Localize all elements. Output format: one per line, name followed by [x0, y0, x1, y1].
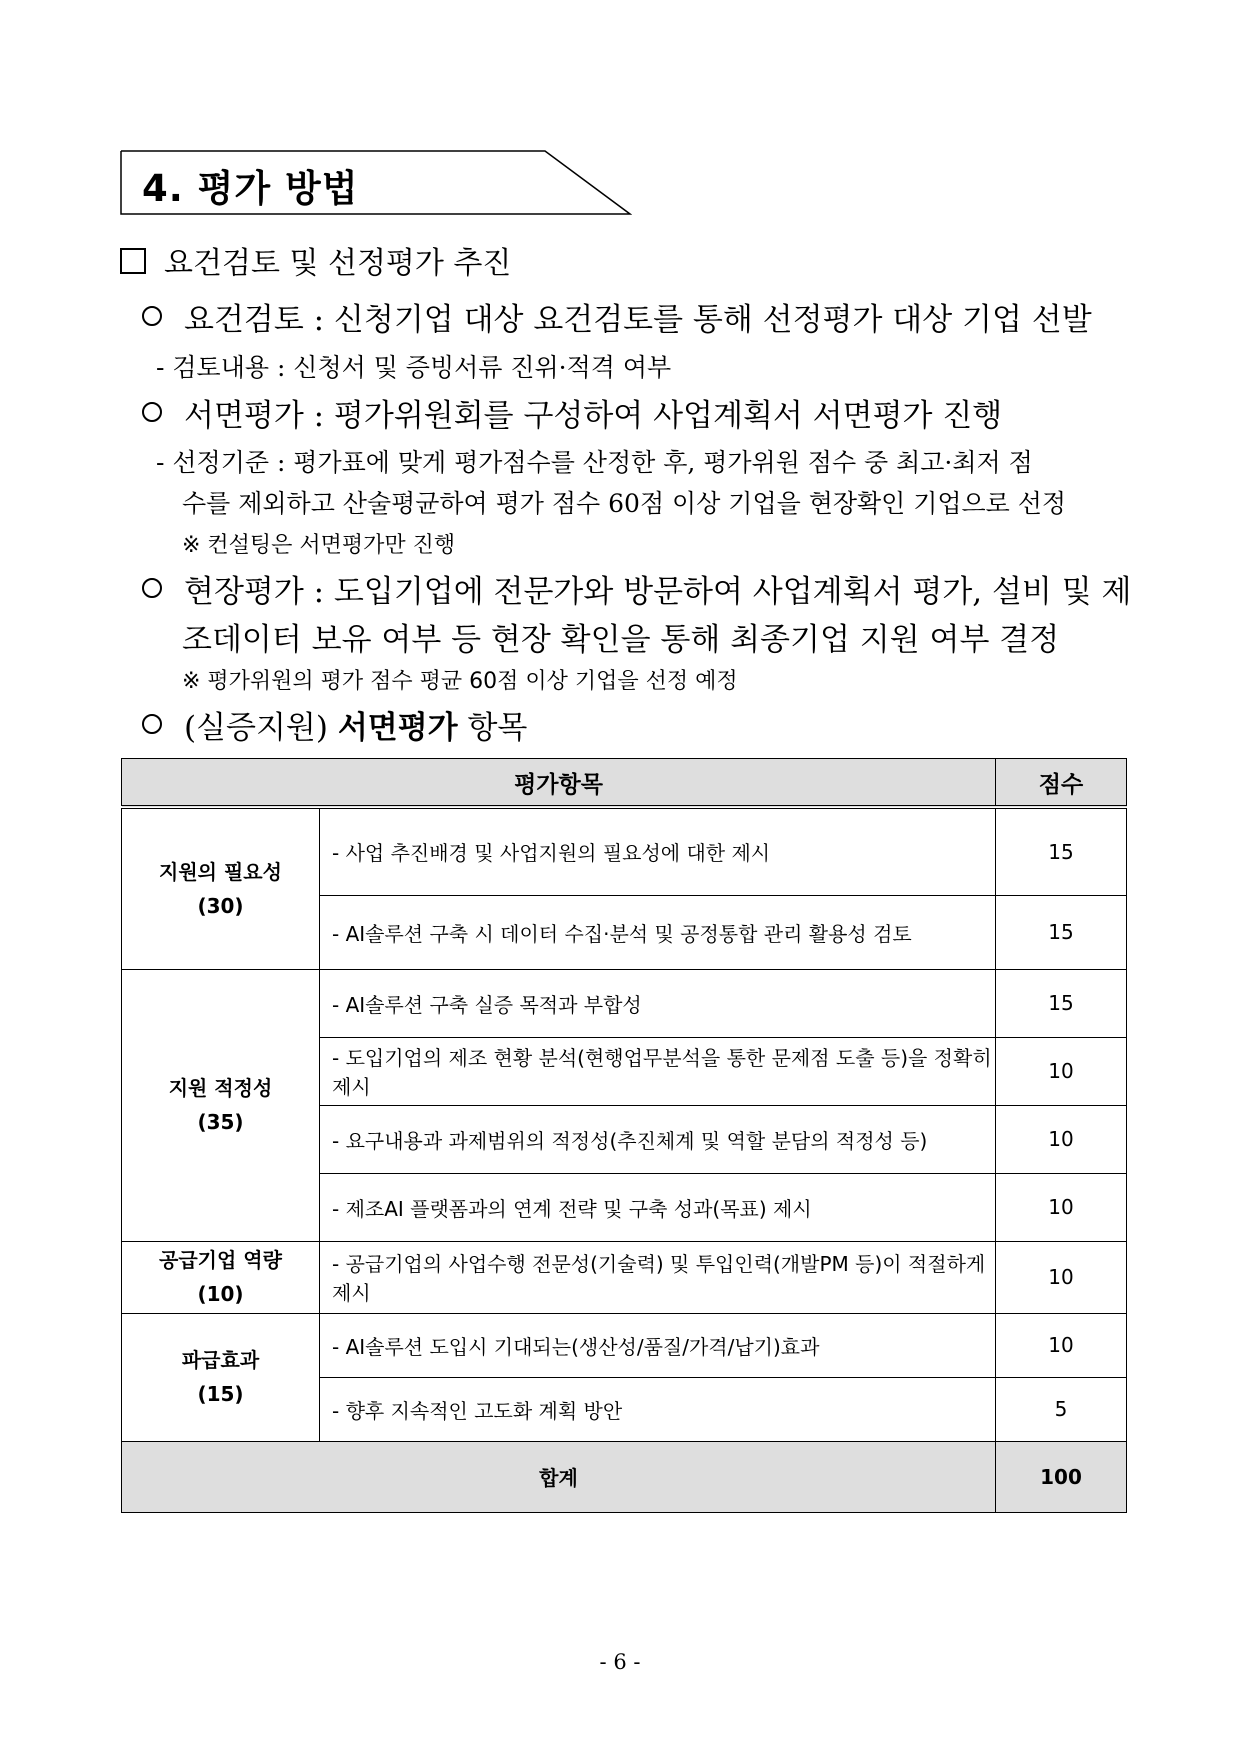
heading	[120, 238, 511, 282]
item-cell: - AI솔루션 구축 시 데이터 수집·분석 및 공정통합 관리 활용성 검토	[320, 895, 996, 969]
item-cell: - 요구내용과 과제범위의 적정성(추진체계 및 역할 분담의 적정성 등)	[320, 1105, 996, 1173]
category-cell	[122, 1241, 320, 1313]
circle-bullet-icon	[142, 714, 162, 734]
bullet-document-eval-text: 서면평가 : 평가위원회를 구성하여 사업계획서 서면평가 진행	[184, 398, 1003, 434]
score-cell: 5	[996, 1377, 1127, 1441]
circle-bullet-icon	[142, 306, 162, 326]
table-header-row	[122, 759, 1127, 808]
category-points: (10)	[197, 1282, 244, 1306]
table-row	[122, 1313, 1127, 1377]
criteria-line-1: - 선정기준 : 평가표에 맞게 평가점수를 산정한 후, 평가위원 점수 중 최고·최저 점	[156, 448, 1033, 477]
item-cell: - 향후 지속적인 고도화 계획 방안	[320, 1377, 996, 1441]
total-row	[122, 1441, 1127, 1512]
bullet-review-text: 요건검토 : 신청기업 대상 요건검토를 통해 선정평가 대상 기업 선발	[184, 302, 1092, 338]
criteria-line-2: 수를 제외하고 산술평균하여 평가 점수 60점 이상 기업을 현장확인 기업으로 선정	[182, 489, 1067, 518]
category-cell	[122, 1313, 320, 1441]
section-title: 4. 평가 방법	[142, 167, 359, 210]
item-cell: - AI솔루션 도입시 기대되는(생산성/품질/가격/납기)효과	[320, 1313, 996, 1377]
circle-bullet-icon	[142, 402, 162, 422]
total-score: 100	[996, 1441, 1127, 1512]
score-cell: 10	[996, 1313, 1127, 1377]
category-points: (30)	[197, 893, 244, 918]
bullet-site-eval-line2: 조데이터 보유 여부 등 현장 확인을 통해 최종기업 지원 여부 결정	[182, 622, 1060, 658]
category-points: (35)	[197, 1110, 244, 1134]
category-points: (15)	[197, 1382, 244, 1406]
score-cell: 10	[996, 1037, 1127, 1105]
heading-text: 요건검토 및 선정평가 추진	[164, 246, 512, 281]
score-cell: 10	[996, 1105, 1127, 1173]
item-cell: - 공급기업의 사업수행 전문성(기술력) 및 투입인력(개발PM 등)이 적절하게 제시	[320, 1241, 996, 1313]
score-cell: 10	[996, 1241, 1127, 1313]
bullet-demo-support	[142, 702, 527, 747]
bullet-demo-bold: 서면평가	[337, 710, 458, 746]
item-cell: - AI솔루션 구축 실증 목적과 부합성	[320, 969, 996, 1037]
category-name: 지원 적정성	[168, 1076, 273, 1100]
category-cell	[122, 807, 320, 969]
score-cell: 15	[996, 969, 1127, 1037]
category-name: 파급효과	[181, 1348, 260, 1372]
item-cell: - 도입기업의 제조 현황 분석(현행업무분석을 통한 문제점 도출 등)을 정확히 제시	[320, 1037, 996, 1105]
category-name: 공급기업 역량	[159, 1248, 282, 1272]
bullet-demo-prefix: (실증지원)	[184, 710, 338, 746]
section-title-box	[120, 150, 632, 216]
table-row	[122, 807, 1127, 895]
square-bullet-icon	[120, 248, 146, 274]
score-cell: 10	[996, 1173, 1127, 1241]
item-cell: - 제조AI 플랫폼과의 연계 전략 및 구축 성과(목표) 제시	[320, 1173, 996, 1241]
circle-bullet-icon	[142, 578, 162, 598]
category-name: 지원의 필요성	[159, 859, 282, 884]
bullet-review-sub: - 검토내용 : 신청서 및 증빙서류 진위·적격 여부	[156, 353, 672, 382]
bullet-demo-suffix: 항목	[457, 710, 528, 746]
score-cell: 15	[996, 895, 1127, 969]
total-label: 합계	[122, 1441, 996, 1512]
bullet-review	[142, 294, 1092, 339]
header-item: 평가항목	[122, 759, 996, 808]
item-cell: - 사업 추진배경 및 사업지원의 필요성에 대한 제시	[320, 807, 996, 895]
bullet-site-eval-line1: 현장평가 : 도입기업에 전문가와 방문하여 사업계획서 평가, 설비 및 제	[184, 574, 1132, 610]
consulting-note: ※ 컨설팅은 서면평가만 진행	[182, 533, 456, 558]
table-row	[122, 969, 1127, 1037]
bullet-document-eval	[142, 390, 1002, 435]
table-row	[122, 1241, 1127, 1313]
header-score: 점수	[996, 759, 1127, 808]
evaluation-table	[121, 758, 1127, 1513]
score-cell: 15	[996, 807, 1127, 895]
page-number: - 6 -	[599, 1650, 641, 1674]
site-eval-note: ※ 평가위원의 평가 점수 평균 60점 이상 기업을 선정 예정	[182, 669, 738, 694]
category-cell	[122, 969, 320, 1241]
bullet-site-eval	[142, 566, 1131, 611]
